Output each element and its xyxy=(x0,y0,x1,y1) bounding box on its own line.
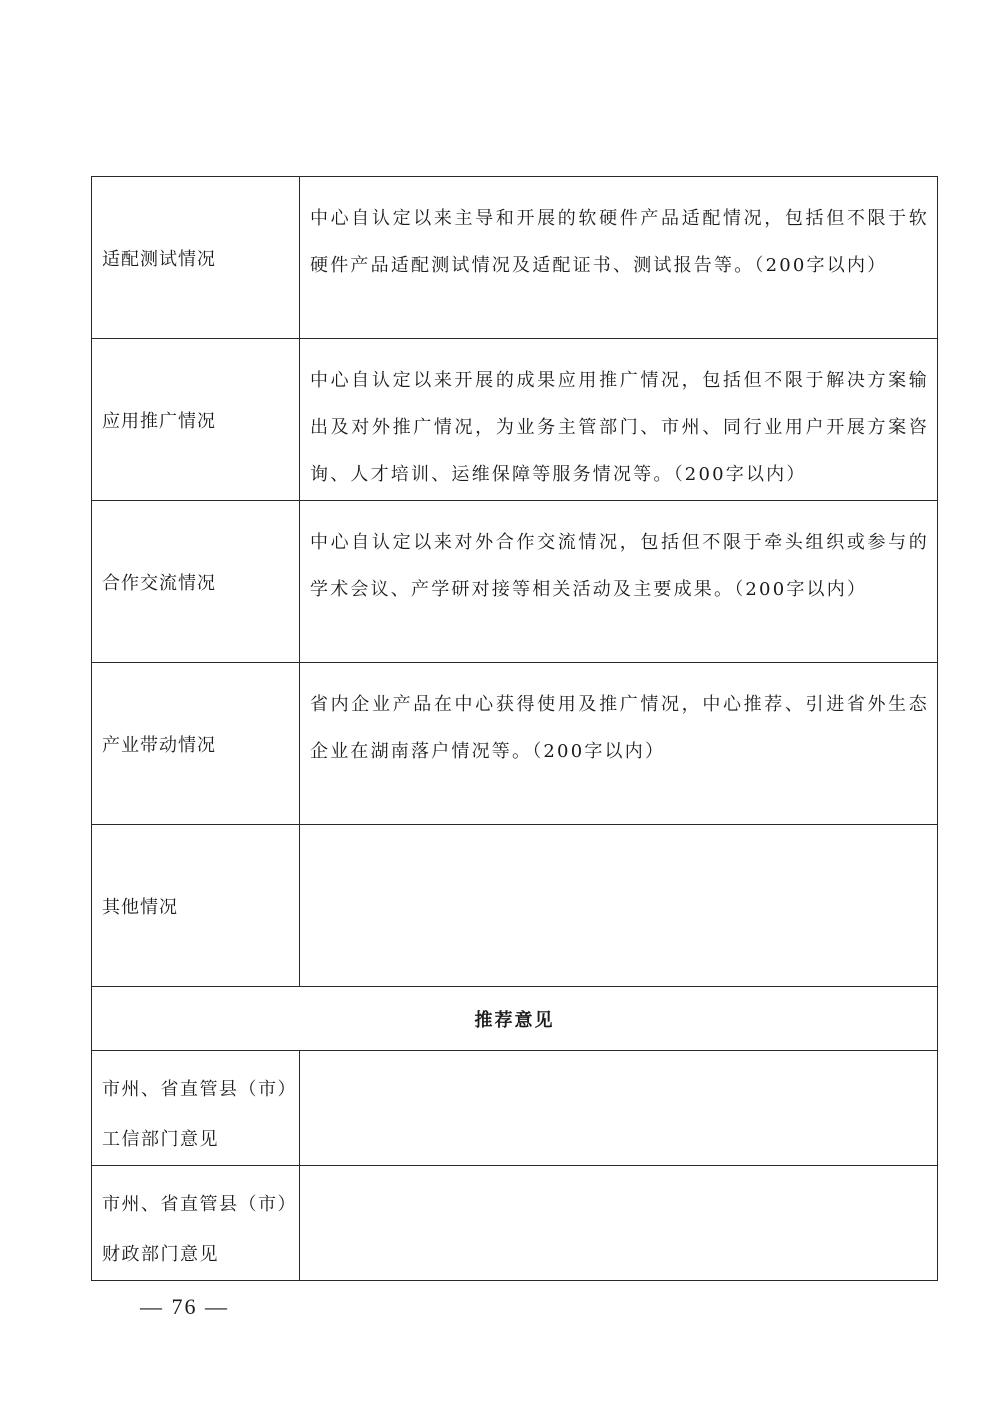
opinion-label-cell xyxy=(92,1166,300,1281)
recommendation-heading-row xyxy=(92,987,938,1051)
section-label: 产业带动情况 xyxy=(102,734,216,756)
section-row-other xyxy=(92,825,938,987)
opinion-label-line2: 财政部门意见 xyxy=(102,1244,219,1265)
section-description xyxy=(300,825,937,843)
section-label: 其他情况 xyxy=(102,896,178,918)
opinion-label-cell xyxy=(92,1051,300,1166)
section-row-cooperation-exchange xyxy=(92,501,938,663)
section-label: 适配测试情况 xyxy=(102,248,216,270)
section-description: 省内企业产品在中心获得使用及推广情况，中心推荐、引进省外生态企业在湖南落户情况等。（200字以内） xyxy=(310,694,929,762)
section-label: 应用推广情况 xyxy=(102,410,216,432)
opinion-label-line2: 工信部门意见 xyxy=(102,1129,219,1150)
opinion-input-cell[interactable] xyxy=(300,1166,938,1281)
section-label-cell xyxy=(92,339,300,501)
section-label-cell xyxy=(92,501,300,663)
section-content-cell[interactable] xyxy=(300,825,938,987)
section-row-industry-driving xyxy=(92,663,938,825)
application-form-table xyxy=(91,176,938,1281)
section-label-cell xyxy=(92,825,300,987)
section-content-cell[interactable] xyxy=(300,663,938,825)
opinion-row-industry-department xyxy=(92,1051,938,1166)
section-label-cell xyxy=(92,663,300,825)
opinion-label-line1: 市州、省直管县（市） xyxy=(102,1079,297,1100)
opinion-label-line1: 市州、省直管县（市） xyxy=(102,1194,297,1215)
page-number: — 76 — xyxy=(140,1294,229,1319)
recommendation-heading: 推荐意见 xyxy=(92,987,938,1051)
section-description: 中心自认定以来开展的成果应用推广情况，包括但不限于解决方案输出及对外推广情况，为业务主管部门、市州、同行业用户开展方案咨询、人才培训、运维保障等服务情况等。（200字以内） xyxy=(310,370,929,485)
opinion-row-finance-department xyxy=(92,1166,938,1281)
opinion-input-cell[interactable] xyxy=(300,1051,938,1166)
section-content-cell[interactable] xyxy=(300,501,938,663)
section-row-adaptation-testing xyxy=(92,177,938,339)
section-label: 合作交流情况 xyxy=(102,572,216,594)
section-row-application-promotion xyxy=(92,339,938,501)
section-content-cell[interactable] xyxy=(300,177,938,339)
section-label-cell xyxy=(92,177,300,339)
section-description: 中心自认定以来对外合作交流情况，包括但不限于牵头组织或参与的学术会议、产学研对接等相关活动及主要成果。（200字以内） xyxy=(310,532,929,600)
section-content-cell[interactable] xyxy=(300,339,938,501)
section-description: 中心自认定以来主导和开展的软硬件产品适配情况，包括但不限于软硬件产品适配测试情况及适配证书、测试报告等。（200字以内） xyxy=(310,208,929,276)
